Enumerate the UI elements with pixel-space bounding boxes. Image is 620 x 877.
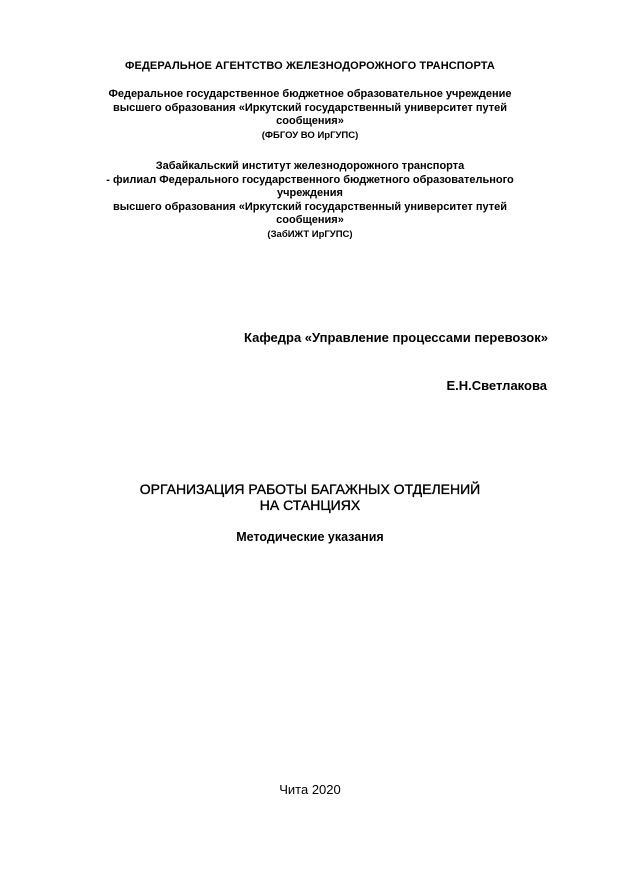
title-line-2: НА СТАНЦИЯХ [259,497,361,513]
branch-line-3: учреждения [277,187,343,199]
agency-heading: ФЕДЕРАЛЬНОЕ АГЕНТСТВО ЖЕЛЕЗНОДОРОЖНОГО ТРАНСПОРТА [125,60,495,72]
branch-line-2: - филиал Федерального государственного бюджетного образовательного [106,173,514,186]
university-abbreviation: (ФБГОУ ВО ИрГУПС) [261,129,359,141]
branch-block [60,160,560,241]
university-line-3: сообщения» [276,115,344,127]
city-year: Чита 2020 [279,782,341,797]
university-line-2: высшего образования «Иркутский государственный университет путей [112,101,508,114]
department-name: Кафедра «Управление процессами перевозок» [244,330,548,345]
branch-abbreviation: (ЗабИЖТ ИрГУПС) [267,228,353,240]
branch-line-1: Забайкальский институт железнодорожного транспорта [155,160,465,172]
university-block [60,88,560,142]
document-subtitle: Методические указания [236,530,384,544]
branch-line-5: сообщения» [276,214,344,226]
title-line-1: ОРГАНИЗАЦИЯ РАБОТЫ БАГАЖНЫХ ОТДЕЛЕНИЙ [139,481,481,497]
branch-line-4: высшего образования «Иркутский государственный университет путей [112,200,508,213]
author-name: Е.Н.Светлакова [446,378,547,393]
document-title [60,481,560,513]
university-line-1: Федеральное государственное бюджетное образовательное учреждение [108,88,512,100]
